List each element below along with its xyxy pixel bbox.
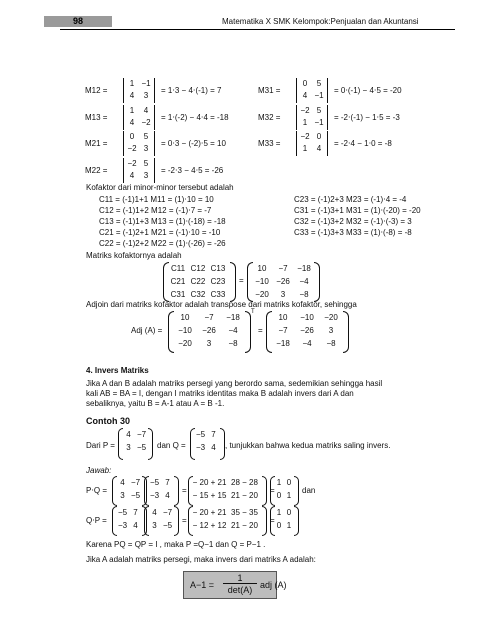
matrix-P (122, 430, 148, 452)
product-matrix (274, 478, 294, 500)
section-title: 4. Invers Matriks (86, 366, 149, 375)
matrix-cell: −7 (130, 478, 141, 487)
matrix-cell: −5 (195, 430, 206, 439)
product-matrix (274, 508, 294, 530)
product-matrix (148, 508, 174, 530)
matrix-cell: −20 (324, 313, 338, 322)
matrix-cell: 4 (143, 106, 149, 115)
matrix-cell: −26 (276, 277, 290, 286)
matrix-cell: −8 (299, 290, 309, 299)
minor-calculation: = 1⋅(-2) − 4⋅4 = -18 (161, 113, 229, 122)
matrix-cell: 4 (120, 478, 125, 487)
fraction-bar (223, 583, 257, 584)
matrix-cell: C21 (170, 277, 186, 286)
right-paren (174, 476, 179, 506)
matrix-cell: 1 (276, 478, 282, 487)
matrix-cell: 1 (286, 521, 292, 530)
right-paren (294, 506, 299, 536)
matrix-cell: 28 − 28 (231, 478, 258, 487)
matrix-cell: 0 (276, 491, 282, 500)
matrix-cell: − 15 + 15 (192, 491, 227, 500)
adj-result-matrix (271, 313, 343, 348)
matrix-cell: 3 (328, 326, 334, 335)
example-text: dan Q = (157, 441, 186, 450)
matrix-cell: − 20 + 21 (192, 478, 227, 487)
matrix-cell: −1 (314, 91, 324, 100)
matrix-cell: −5 (130, 491, 141, 500)
matrix-cell: 21 − 20 (231, 521, 258, 530)
matrix-cell: 7 (211, 430, 216, 439)
matrix-cell: 4 (129, 171, 135, 180)
cofactor-line: C23 = (-1)2+3 M23 = (-1)⋅4 = -4 (294, 195, 407, 204)
karena-statement: Karena PQ = QP = I , maka P =Q−1 dan Q = P−1 . (86, 540, 266, 549)
equals-sign: = (258, 326, 263, 335)
matrix-cell: C31 (170, 290, 186, 299)
matrix-cell: 3 (143, 144, 149, 153)
matrix-cell: 3 (143, 171, 149, 180)
matrix-cell: C23 (210, 277, 226, 286)
formula-numerator: 1 (237, 573, 243, 583)
cofactor-value-matrix (252, 264, 314, 299)
matrix-cell: −18 (297, 264, 311, 273)
matrix-cell: 3 (143, 91, 149, 100)
matrix-cell: 1 (302, 144, 308, 153)
header-rule (60, 29, 455, 30)
minor-label: M12 = (85, 86, 108, 95)
minor-label: M13 = (85, 113, 108, 122)
matrix-cell: 35 − 35 (231, 508, 258, 517)
cofactor-line: C13 = (-1)1+3 M13 = (1)⋅(-18) = -18 (99, 217, 226, 226)
cofactor-line: C11 = (-1)1+1 M11 = (1)⋅10 = 10 (99, 195, 214, 204)
matrix-cell: 4 (211, 443, 216, 452)
matrix-cell: 1 (129, 106, 135, 115)
matrix-cell: 4 (133, 521, 138, 530)
transpose-symbol: T (251, 309, 255, 315)
equals-sign: = (182, 516, 187, 525)
matrix-cell: 10 (257, 264, 267, 273)
formula-rhs: adj (A) (260, 580, 287, 590)
matrix-cell: −3 (195, 443, 206, 452)
matrix-cell: 1 (276, 508, 282, 517)
product-matrix (116, 508, 142, 530)
example-text: Dari P = (86, 441, 115, 450)
right-paren (294, 476, 299, 506)
matrix-cell: −7 (278, 264, 288, 273)
minor-label: M33 = (258, 139, 281, 148)
matrix-cell: −4 (302, 339, 312, 348)
product-matrix (148, 478, 174, 500)
minor-calculation: = -2⋅4 − 1⋅0 = -8 (334, 139, 392, 148)
matrix-cell: 4 (165, 491, 170, 500)
body-line: kali AB = BA = I, dengan I matriks identitas maka B adalah invers dari A dan (86, 389, 354, 398)
section-body (86, 379, 382, 409)
final-intro: Jika A adalah matriks persegi, maka invers dari matriks A adalah: (86, 555, 316, 564)
minor-label: M22 = (85, 166, 108, 175)
matrix-cell: −4 (228, 326, 238, 335)
matrix-cell: −3 (149, 491, 160, 500)
matrix-cell: 4 (302, 91, 308, 100)
matrix-cell: −20 (255, 290, 269, 299)
adj-transpose-matrix (173, 313, 245, 348)
cofactor-symbol-matrix (168, 264, 230, 299)
matrix-cell: 5 (143, 132, 149, 141)
cofactor-line: C22 = (-1)2+2 M22 = (1)⋅(-26) = -26 (99, 239, 226, 248)
kofaktor-matrix-label: Matriks kofaktornya adalah (86, 251, 182, 260)
equals-sign: = (182, 486, 187, 495)
minor-calculation: = 0⋅(-1) − 4⋅5 = -20 (334, 86, 402, 95)
matrix-cell: 3 (126, 443, 131, 452)
matrix-cell: −1 (141, 79, 151, 88)
product-label: Q⋅P = (86, 516, 107, 525)
matrix-cell: 0 (129, 132, 135, 141)
matrix-cell: 5 (316, 106, 322, 115)
right-paren (314, 262, 320, 302)
matrix-cell: −2 (300, 106, 310, 115)
matrix-cell: −10 (300, 313, 314, 322)
matrix-cell: − 12 + 12 (192, 521, 227, 530)
jawab-label: Jawab: (86, 466, 112, 475)
matrix-cell: 7 (133, 508, 138, 517)
equals-sign: = (270, 486, 275, 495)
body-line: Jika A dan B adalah matriks persegi yang berordo sama, sedemikian sehingga hasil (86, 379, 383, 388)
matrix-cell: 4 (126, 430, 131, 439)
adj-label: Adj (A) = (131, 326, 163, 335)
matrix-cell: −7 (162, 508, 173, 517)
adjoin-intro: Adjoin dari matriks kofaktor adalah transpose dari matriks kofaktor, sehingga (86, 300, 357, 309)
formula-denominator: det(A) (227, 585, 253, 595)
page-header-title: Matematika X SMK Kelompok:Penjualan dan Akuntansi (222, 17, 419, 26)
matrix-cell: −2 (300, 132, 310, 141)
minor-calculation: = -2⋅(-1) − 1⋅5 = -3 (334, 113, 400, 122)
cofactor-line: C12 = (-1)1+2 M12 = (-1)⋅7 = -7 (99, 206, 212, 215)
matrix-cell: 5 (316, 79, 322, 88)
product-label: P⋅Q = (86, 486, 107, 495)
matrix-cell: C13 (210, 264, 226, 273)
matrix-cell: 3 (152, 521, 157, 530)
matrix-cell: −26 (300, 326, 314, 335)
matrix-cell: 4 (129, 118, 135, 127)
matrix-cell: 1 (129, 79, 135, 88)
matrix-cell: 1 (286, 491, 292, 500)
cofactor-line: C21 = (-1)2+1 M21 = (-1)⋅10 = -10 (99, 228, 221, 237)
matrix-cell: −7 (204, 313, 214, 322)
matrix-cell: 0 (302, 79, 308, 88)
matrix-cell: −2 (127, 144, 137, 153)
matrix-cell: −8 (228, 339, 238, 348)
matrix-cell: −4 (299, 277, 309, 286)
matrix-cell: 10 (278, 313, 288, 322)
matrix-cell: −18 (276, 339, 290, 348)
matrix-cell: −20 (178, 339, 192, 348)
page-number: 98 (44, 16, 112, 27)
equals-sign: = (239, 276, 244, 285)
matrix-cell: 0 (316, 132, 322, 141)
matrix-cell: C32 (190, 290, 206, 299)
matrix-cell: 4 (152, 508, 157, 517)
matrix-cell: 0 (276, 521, 282, 530)
matrix-cell: 7 (165, 478, 170, 487)
matrix-Q (194, 430, 220, 452)
right-paren (148, 428, 153, 460)
matrix-cell: −3 (117, 521, 128, 530)
matrix-cell: −10 (178, 326, 192, 335)
product-matrix (116, 478, 142, 500)
matrix-cell: −2 (141, 118, 151, 127)
matrix-cell: 0 (286, 508, 292, 517)
matrix-cell: 10 (180, 313, 190, 322)
matrix-cell: −5 (136, 443, 147, 452)
matrix-cell: 0 (286, 478, 292, 487)
formula-lhs: A−1 = (190, 580, 215, 590)
product-matrix (192, 478, 262, 500)
matrix-cell: −5 (117, 508, 128, 517)
matrix-cell: −7 (278, 326, 288, 335)
minor-label: M32 = (258, 113, 281, 122)
matrix-cell: 3 (206, 339, 212, 348)
minor-label: M31 = (258, 86, 281, 95)
matrix-cell: C22 (190, 277, 206, 286)
matrix-cell: −7 (136, 430, 147, 439)
matrix-cell: 4 (129, 91, 135, 100)
matrix-cell: −8 (326, 339, 336, 348)
minor-label: M21 = (85, 139, 108, 148)
cofactor-line: C33 = (-1)3+3 M33 = (1)⋅(-8) = -8 (294, 228, 412, 237)
matrix-cell: −10 (255, 277, 269, 286)
minor-calculation: = 1⋅3 − 4⋅(-1) = 7 (161, 86, 222, 95)
product-matrix (192, 508, 262, 530)
example-text: , tunjukkan bahwa kedua matriks saling invers. (225, 441, 391, 450)
matrix-cell: −1 (314, 118, 324, 127)
matrix-cell: −5 (162, 521, 173, 530)
equals-sign: = (270, 516, 275, 525)
cofactor-line: C32 = (-1)3+2 M32 = (-1)⋅(-3) = 3 (294, 217, 412, 226)
matrix-cell: 1 (302, 118, 308, 127)
matrix-cell: − 20 + 21 (192, 508, 227, 517)
matrix-cell: C11 (170, 264, 186, 273)
dan-text: dan (302, 486, 316, 495)
matrix-cell: −18 (226, 313, 240, 322)
right-paren (343, 311, 349, 353)
minor-calculation: = 0⋅3 − (-2)⋅5 = 10 (161, 139, 226, 148)
matrix-cell: 3 (280, 290, 286, 299)
kofaktor-intro: Kofaktor dari minor-minor tersebut adalah (86, 183, 234, 192)
matrix-cell: −2 (127, 159, 137, 168)
matrix-cell: 3 (120, 491, 125, 500)
minor-calculation: = -2⋅3 − 4⋅5 = -26 (161, 166, 224, 175)
matrix-cell: 21 − 20 (231, 491, 258, 500)
right-paren (262, 506, 267, 536)
matrix-cell: 5 (143, 159, 149, 168)
matrix-cell: C12 (190, 264, 206, 273)
right-paren (174, 506, 179, 536)
matrix-cell: −5 (149, 478, 160, 487)
example-title: Contoh 30 (86, 416, 130, 426)
matrix-cell: C33 (210, 290, 226, 299)
right-paren (245, 311, 251, 353)
matrix-cell: −26 (202, 326, 216, 335)
body-line: sebaliknya, yaitu B = A-1 atau A = B -1. (86, 399, 225, 408)
cofactor-line: C31 = (-1)3+1 M31 = (1)⋅(-20) = -20 (294, 206, 421, 215)
right-paren (262, 476, 267, 506)
matrix-cell: 4 (316, 144, 322, 153)
right-paren (230, 262, 236, 302)
